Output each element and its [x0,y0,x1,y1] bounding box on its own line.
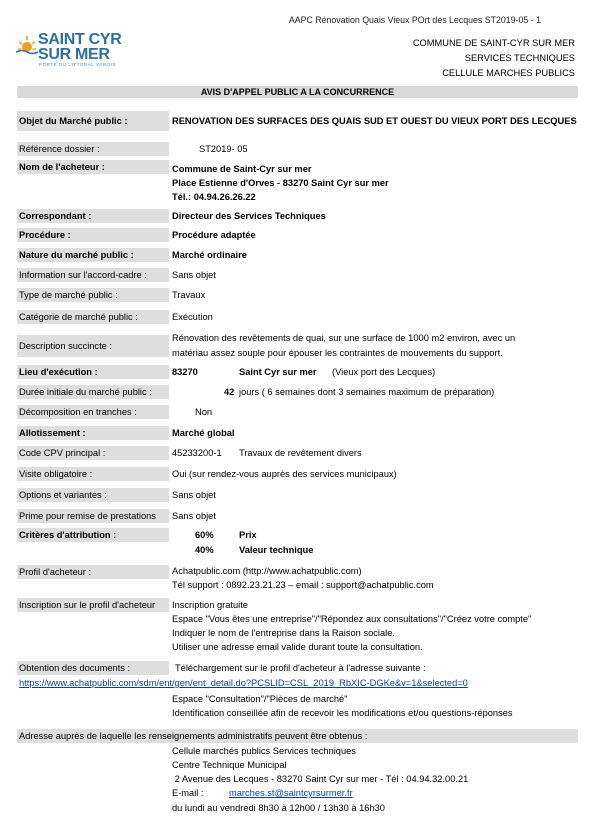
field-procedure [17,228,578,242]
field-options [17,488,578,502]
field-prime [17,509,578,523]
field-value-line: 2 Avenue des Lecques - 83270 Saint Cyr sur mer - Tél : 04.94.32.00.21 [172,774,469,784]
critere-name: Prix [239,530,257,540]
field-duree [17,385,578,399]
field-value: ST2019- 05 [199,144,248,154]
lieu-detail: (Vieux port des Lecques) [332,367,436,377]
field-inscription [17,598,578,656]
field-value: Travaux [172,290,206,300]
field-label: Information sur l'accord-cadre : [17,268,169,282]
field-value-line: Indiquer le nom de l'entreprise dans la Raison sociale. [172,628,395,638]
field-label: Allotissement : [17,426,169,440]
obtention-intro: Téléchargement sur le profil d'acheteur à l'adresse suivante : [175,663,426,673]
field-value-line: Place Estienne d'Orves - 83270 Saint Cyr sur mer [172,178,389,188]
field-label: Lieu d'exécution : [17,365,169,379]
field-value: Marché global [172,428,235,438]
field-label: Référence dossier : [17,142,169,156]
field-visite [17,467,578,481]
sun-icon [16,34,38,56]
email-label: E-mail : [172,788,204,798]
lieu-city: Saint Cyr sur mer [239,367,317,377]
field-value-line: Identification conseillée afin de recevoir les modifications et/ou questions-réponses [172,708,513,718]
field-criteres [17,528,578,558]
field-correspondant [17,209,578,223]
field-cpv [17,446,578,460]
duree-number: 42 [224,387,235,397]
critere-weight: 60% [195,530,214,540]
contact-email-link[interactable]: marches.st@saintcyrsurmer.fr [229,788,353,798]
org-line: CELLULE MARCHES PUBLICS [442,68,575,78]
lieu-code: 83270 [172,367,198,377]
field-label: Visite obligatoire : [17,467,169,481]
field-acheteur [17,160,578,204]
field-value: Oui (sur rendez-vous auprès des services municipaux) [172,469,397,479]
field-label: Objet du Marché public : [17,111,169,131]
field-profil [17,564,578,594]
cpv-description: Travaux de revêtement divers [239,448,362,458]
field-label: Description succincte : [17,335,169,357]
field-label: Procédure : [17,228,169,242]
field-accord-cadre [17,268,578,282]
field-value-line: Inscription gratuite [172,600,248,610]
notice-title: AVIS D'APPEL PUBLIC A LA CONCURRENCE [17,86,578,98]
field-value-line: Centre Technique Municipal [172,760,287,770]
logo-tagline: PORTE DU LITTORAL VAROIS [39,62,116,67]
field-categorie [17,310,578,324]
field-label: Code CPV principal : [17,446,169,460]
field-value: Procédure adaptée [172,230,256,240]
critere-weight: 40% [195,545,214,555]
field-obtention [17,661,578,719]
field-value-line: Espace "Vous êtes une entreprise"/"Répondez aux consultations"/"Créez votre compte" [172,614,532,624]
field-value-line: Utiliser une adresse email valide durant toute la consultation. [172,642,423,652]
field-label: Critères d'attribution : [17,528,169,542]
organization-block [413,36,575,81]
field-objet [17,111,578,131]
field-value: Non [195,407,213,417]
field-label: Catégorie de marché public : [17,310,169,324]
document-reference: AAPC Rénovation Quais Vieux POrt des Lecques ST2019-05 - 1 [288,15,541,25]
logo-line-2: SUR MER [38,46,110,63]
critere-name: Valeur technique [239,545,314,555]
org-line: COMMUNE DE SAINT-CYR SUR MER [412,38,575,48]
field-value-line: Rénovation des revêtements de quai, sur une surface de 1000 m2 environ, avec un [172,333,516,343]
field-label: Nature du marché public : [17,248,169,262]
field-value-line: Tél.: 04.94.26.26.22 [172,192,256,202]
org-line: SERVICES TECHNIQUES [464,53,575,63]
field-value-line: Cellule marchés publics Services techniques [172,746,356,756]
field-tranches [17,405,578,419]
logo-line-1: SAINT CYR [38,31,122,48]
field-label: Options et variantes : [17,488,169,502]
field-value-line: Tél support : 0892.23.21.23 – email : support@achatpublic.com [172,580,434,590]
field-reference [17,142,578,156]
field-value: Sans objet [172,270,216,280]
duree-detail: jours ( 6 semaines dont 3 semaines maximum de préparation) [239,387,495,397]
documents-download-link[interactable]: https://www.achatpublic.com/sdm/ent/gen/ent_detail.do?PCSLID=CSL_2019_RbXIC-DGKe&v=1&selected=0 [19,678,468,688]
municipality-logo [16,32,128,68]
field-label: Nom de l'acheteur : [17,160,169,174]
field-value-line: Achatpublic.com (http://www.achatpublic.com) [172,566,362,576]
field-label: Type de marché public : [17,288,169,302]
field-value-line: Commune de Saint-Cyr sur mer [172,164,312,174]
field-label: Profil d'acheteur : [17,565,169,579]
field-value: Marché ordinaire [172,250,247,260]
field-adresse [17,743,578,821]
field-value: Directeur des Services Techniques [172,211,326,221]
field-lieu [17,365,578,379]
field-value: Sans objet [172,511,216,521]
field-allotissement [17,426,578,440]
field-label: Obtention des documents : [17,661,169,675]
field-label: Prime pour remise de prestations [17,509,169,523]
field-description [17,331,578,361]
field-value: RENOVATION DES SURFACES DES QUAIS SUD ET OUEST DU VIEUX PORT DES LECQUES [172,116,577,126]
logo-text [38,32,122,62]
field-type [17,288,578,302]
field-label: Durée initiale du marché public : [17,385,169,399]
field-adresse-label: Adresse auprès de laquelle les renseignements administratifs peuvent être obtenus : [17,729,578,743]
field-value-line: matériau assez souple pour épouser les contraintes de mouvements du support. [172,348,503,358]
field-value-line: Espace "Consultation"/"Pièces de marché" [172,694,348,704]
opening-hours: du lundi au vendredi 8h30 à 12h00 / 13h30 à 16h30 [172,803,385,813]
cpv-code: 45233200-1 [172,448,222,458]
field-value: Sans objet [172,490,216,500]
field-value: Exécution [172,312,213,322]
field-label: Correspondant : [17,209,169,223]
field-nature [17,248,578,262]
field-label: Inscription sur le profil d'acheteur [17,598,169,612]
field-label: Décomposition en tranches : [17,405,169,419]
